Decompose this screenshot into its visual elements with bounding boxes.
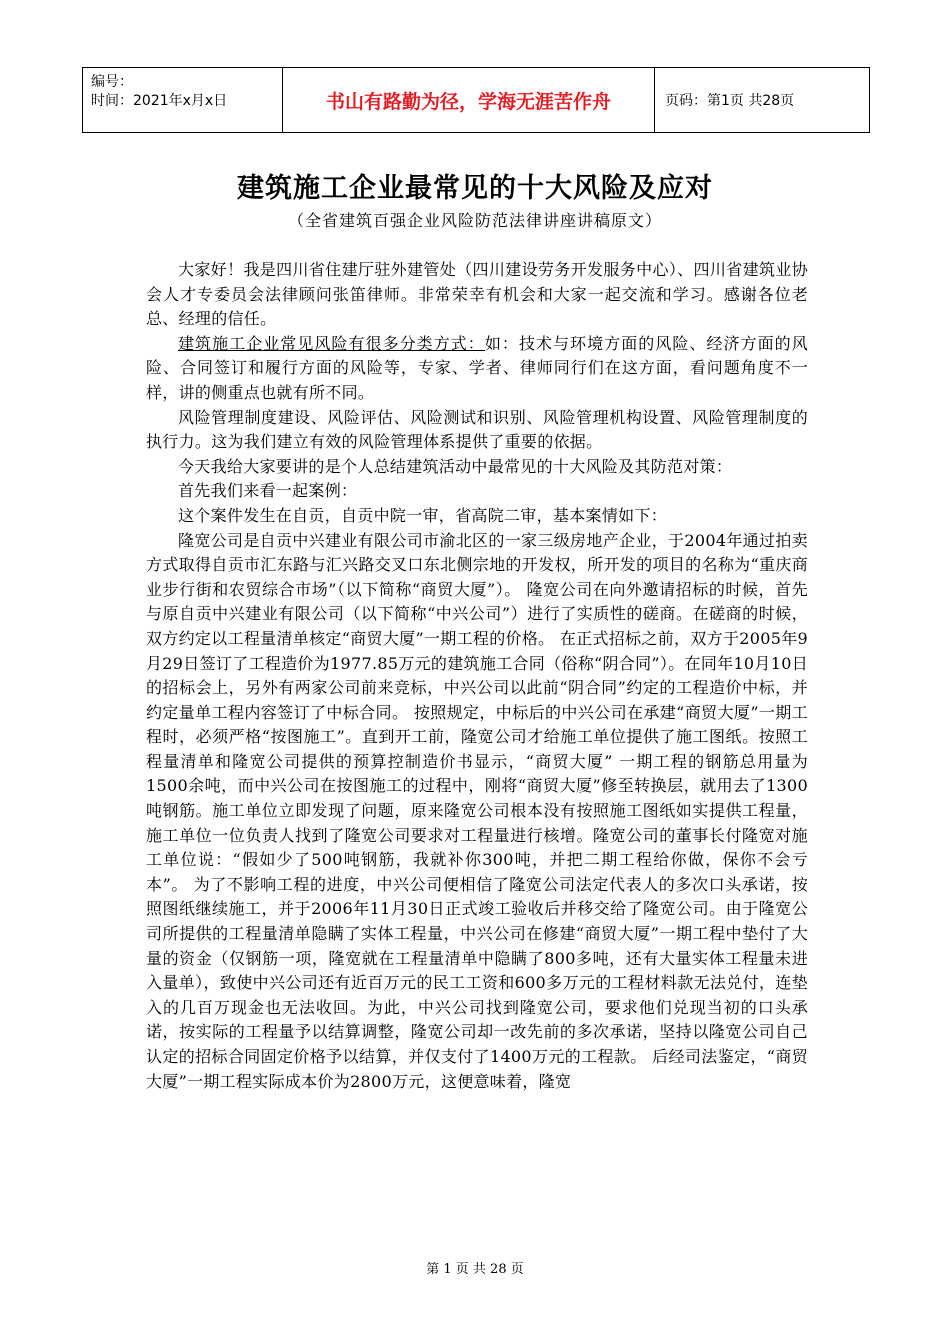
header-motto: 书山有路勤为径，学海无涯苦作舟: [283, 68, 655, 132]
paragraph-case-intro: 首先我们来看一起案例：: [178, 481, 358, 501]
document-number-label: 编号：: [91, 74, 133, 90]
header-page-info: 页码：第1页 共28页: [665, 93, 795, 109]
page-footer: 第 1 页 共 28 页: [426, 1262, 524, 1277]
underlined-lead: 建筑施工企业常见风险有很多分类方式：: [178, 333, 485, 353]
page-header: [82, 67, 870, 133]
header-meta: [83, 68, 283, 132]
paragraph-case-background: 这个案件发生在自贡，自贡中院一审，省高院二审，基本案情如下：: [178, 505, 668, 525]
paragraph-case-details: 隆宽公司是自贡中兴建业有限公司市渝北区的一家三级房地产企业，于2004年通过拍卖方式取得自贡市汇东路与汇兴路交叉口东北侧宗地的开发权，所开发的项目的名称为“重庆商业步行街和农贸综合市场”（以下简称“商贸大厦”）。 隆宽公司在向外邀请招标的时候，首先与原自贡中兴建业有限公司（以下简称“中兴公司”）进行了实质性的磋商。在磋商的时候，双方约定以工程量清单核定“商贸大厦”一期工程的价格。 在正式招标之前，双方于2005年9月29日签订了工程造价为1977.85万元的建筑施工合同（俗称“阴合同”）。在同年10月10日的招标会上，另外有两家公司前来竞标，中兴公司以此前“阴合同”约定的工程造价中标，并约定量单工程内容签订了中标合同。 按照规定，中标后的中兴公司在承建“商贸大厦”一期工程时，必须严格“按图施工”。直到开工前，隆宽公司才给施工单位提供了施工图纸。按照工程量清单和隆宽公司提供的预算控制造价书显示，“商贸大厦” 一期工程的钢筋总用量为1500余吨，而中兴公司在按图施工的过程中，刚将“商贸大厦”修至转换层，就用去了1300吨钢筋。施工单位立即发现了问题，原来隆宽公司根本没有按照施工图纸如实提供工程量，施工单位一位负责人找到了隆宽公司要求对工程量进行核增。隆宽公司的董事长付隆宽对施工单位说：“假如少了500吨钢筋，我就补你300吨，并把二期工程给你做，保你不会亏本”。 为了不影响工程的进度，中兴公司便相信了隆宽公司法定代表人的多次口头承诺，按照图纸继续施工，并于2006年11月30日正式竣工验收后并移交给了隆宽公司。由于隆宽公司所提供的工程量清单隐瞒了实体工程量，中兴公司在修建“商贸大厦”一期工程中垫付了大量的资金（仅钢筋一项，隆宽就在工程量清单中隐瞒了800多吨，还有大量实体工程量未进入量单），致使中兴公司还有近百万元的民工工资和600多万元的工程材料款无法兑付，连垫入的几百万现金也无法收回。为此，中兴公司找到隆宽公司，要求他们兑现当初的口头承诺，按实际的工程量予以结算调整，隆宽公司却一改先前的多次承诺，坚持以隆宽公司自己认定的招标合同固定价格予以结算，并仅支付了1400万元的工程款。 后经司法鉴定，“商贸大厦”一期工程实际成本价为2800万元，这便意味着，隆宽: [146, 530, 808, 1091]
document-time-label: 时间：2021年x月x日: [91, 93, 228, 109]
document-subtitle: （全省建筑百强企业风险防范法律讲座讲稿原文）: [287, 211, 662, 230]
paragraph-topic: 今天我给大家要讲的是个人总结建筑活动中最常见的十大风险及其防范对策：: [178, 456, 733, 476]
document-body: [146, 258, 808, 1094]
paragraph-risk-classification-text: 如：技术与环境方面的风险、经济方面的风险、合同签订和履行方面的风险等，专家、学者、律师同行们在这方面，看问题角度不一样，讲的侧重点也就有所不同。: [146, 333, 809, 402]
paragraph-risk-management: 风险管理制度建设、风险评估、风险测试和识别、风险管理机构设置、风险管理制度的执行力。这为我们建立有效的风险管理体系提供了重要的依据。: [146, 407, 808, 452]
document-title: 建筑施工企业最常见的十大风险及应对: [237, 173, 713, 204]
paragraph-risk-classification: [146, 332, 808, 406]
paragraph-greeting: 大家好！我是四川省住建厅驻外建管处（四川建设劳务开发服务中心）、四川省建筑业协会人才专委员会法律顾问张笛律师。非常荣幸有机会和大家一起交流和学习。感谢各位老总、经理的信任。: [146, 260, 808, 329]
